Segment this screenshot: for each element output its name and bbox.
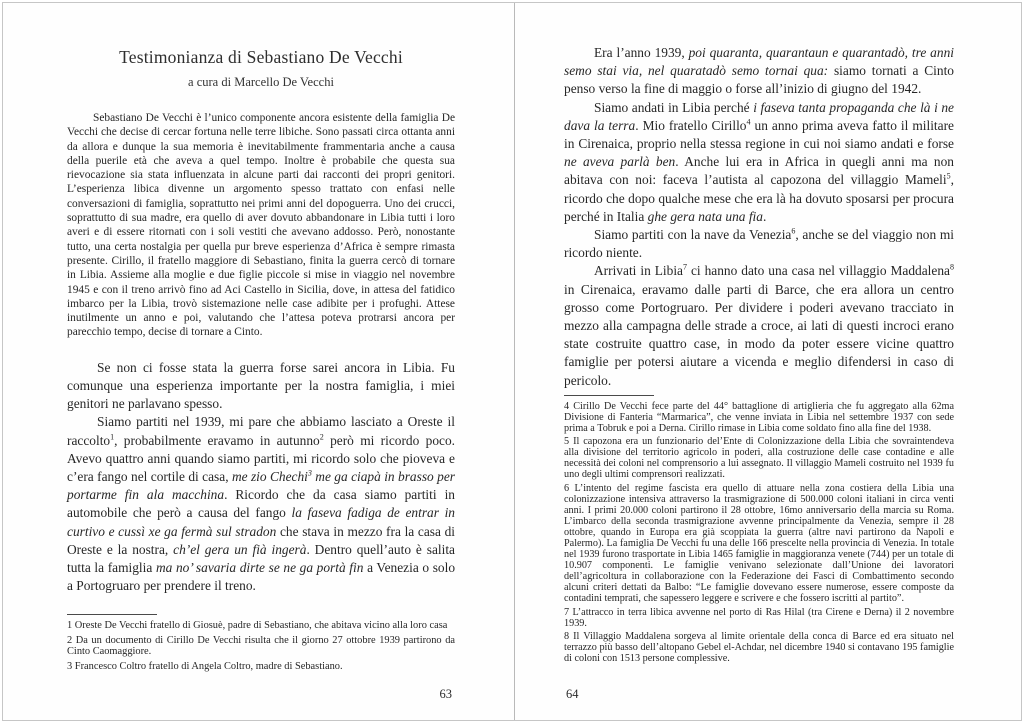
testimony-text (564, 44, 954, 390)
chapter-subtitle: a cura di Marcello De Vecchi (188, 75, 334, 89)
text-run: me zio Chechi (231, 468, 308, 484)
text-run: poi quaranta, quarantaun e quarantadò, tre anni semo stai via, nel quaratadò semo tornai qua: (564, 45, 954, 79)
footnote-list (67, 620, 455, 673)
page-left (67, 3, 455, 722)
footnote-divider (67, 614, 157, 615)
text-run: i faseva tanta propaganda che là i ne dava la terra (564, 99, 955, 133)
footnote (564, 631, 954, 664)
text-run: Siamo partiti nel 1939, mi pare che abbiamo lasciato a Oreste il raccolto (67, 414, 455, 448)
text-run: però mi ricordo poco. Avevo quattro anni quando siamo partiti, mi ricordo solo che pioveva e c’era fango nel cortile di casa, (67, 432, 455, 484)
text-run: me ga ciapà in brasso per portarme fin ala macchina (67, 468, 455, 503)
footnote-ref: 6 (791, 226, 796, 236)
text-run: , anche se del viaggio non mi ricordo niente. (564, 227, 954, 261)
text-run: Era l’anno 1939, (594, 45, 689, 60)
footnote-ref: 7 (683, 262, 688, 272)
footnote-ref: 1 (110, 432, 115, 442)
footnote (67, 635, 455, 659)
text-run: ghe gera nata una fia (647, 208, 763, 224)
footnote-ref: 8 (949, 262, 954, 272)
text-run: ci hanno dato una casa nel villaggio Maddalena (687, 263, 950, 279)
text-run: , probabilmente eravamo in autunno (114, 432, 320, 448)
text-run: Siamo partiti con la nave da Venezia (594, 227, 792, 243)
text-run: Arrivati in Libia (594, 263, 683, 279)
text-run: in Cirenaica, eravamo dalle parti di Barce, che era allora un centro grosso come Portogruaro. Per dividere i poderi avevano tracciato in mezzo alla campagna delle strade a croce, ai lati di questi incroci erano state costruite quattro case, in modo da poter essere vicine quattro famiglie per potersi aiutare a vicenda e meglio difendersi in caso di pericolo. (564, 281, 954, 388)
text-run: . (762, 208, 767, 224)
page-number: 63 (439, 687, 452, 701)
text-run: 3 Francesco Coltro fratello di Angela Coltro, madre di Sebastiano. (67, 661, 343, 673)
text-run: 6 L’intento del regime fascista era quello di attuare nella zona costiera della Libia una colonizzazione intensiva attraverso la trasmigrazione di 500.000 coloni italiani in circa venti anni. I primi 20.000 coloni partirono il 28 ottobre, 16mo anniversario della marcia su Roma. L’imbarco della seconda trasmigrazione avvenne principalmente da Venezia, sempre il 28 ottobre, quando in Europa era già scoppiata la guerra (altre navi partirono da Napoli e Palermo). La famiglia De Vecchi fu una delle 166 prescelte nella provincia di Venezia. In totale nel 1939 furono trasportate in Libia 1465 famiglie in maggioranza venete (744) per un totale di 10.907 componenti. Le famiglie venivano selezionate dall’Unione dei lavoratori dell’agricoltura in collaborazione con la Federazione dei Fasci di Combattimento secondo alcuni criteri dettati da Balbo: “Le famiglie dovevano essere numerose, essere composte da contadini temprati, che sapessero leggere e scrivere e che fossero iscritti al partito”. (564, 482, 954, 605)
text-run: un anno prima aveva fatto il militare in Cirenaica, proprio nella stessa regione in cui noi siamo andati e forse (564, 117, 955, 152)
footnote (564, 401, 954, 434)
body-paragraph (67, 413, 455, 595)
text-run: a Venezia o solo a Portogruaro per prendere il treno. (67, 559, 456, 594)
footnote-ref: 4 (746, 117, 751, 127)
body-paragraph (67, 359, 455, 414)
book-spread (2, 2, 1022, 721)
intro-section (67, 111, 455, 340)
text-run: . Dentro quell’auto è salita tutta la famiglia (67, 541, 455, 575)
text-run: 2 Da un documento di Cirillo De Vecchi risulta che il giorno 27 ottobre 1939 partirono da Cinto Caomaggiore. (67, 634, 455, 658)
footnotes-section (67, 614, 455, 676)
testimony-text (67, 359, 455, 596)
footnote (67, 620, 455, 632)
text-run: 5 Il capozona era un funzionario del’Ente di Colonizzazione della Libia che sovraintendeva alla divisione del territorio agricolo in poderi, alla costruzione delle case contadine e alle necessità dei coloni nel comprensorio a lui assegnato. Il villaggio Mameli costruito nel 1939 fu uno degli ultimi comprensori realizzati. (564, 436, 954, 481)
page-right (564, 3, 954, 722)
text-run: ma no’ savaria dirte se ne ga portà fin (155, 559, 364, 575)
body-paragraph (564, 99, 954, 226)
chapter-title: Testimonianza di Sebastiano De Vecchi (119, 47, 403, 67)
footnotes-section (564, 395, 954, 666)
footnote-ref: 3 (307, 468, 312, 478)
footnote-ref: 2 (319, 432, 324, 442)
text-run: . Anche lui era in Africa in quegli anni ma non abitava con noi: faceva l’autista al capozona del villaggio Mameli (564, 154, 954, 188)
text-run: 7 L’attracco in terra libica avvenne nel porto di Ras Hilal (tra Cirene e Derna) il 2 novembre 1939. (564, 606, 954, 629)
text-run: 1 Oreste De Vecchi fratello di Giosuè, padre di Sebastiano, che abitava vicino alla loro casa (67, 619, 448, 631)
text-run: la faseva fadiga de entrar in curtivo e cussì xe ga fermà sul stradon (67, 505, 455, 539)
footnote-list (564, 401, 954, 664)
text-run: Se non ci fosse stata la guerra forse sarei ancora in Libia. Fu comunque una esperienza importante per la nostra famiglia, i miei genitori ne parlavano spesso. (67, 359, 455, 412)
text-run: che stava in mezzo fra la casa di Oreste e la nostra, (67, 523, 456, 557)
footnote (564, 436, 954, 480)
text-run: Sebastiano De Vecchi è l’unico componente ancora esistente della famiglia De Vecchi che decise di cercar fortuna nelle terre libiche. Sono passati circa ottanta anni da allora e dunque la sua memoria è inevitabilmente frammentaria anche a causa della puerile età che aveva a quel tempo. Inoltre è probabile che questa sua rievocazione sia stata influenzata in alcune parti dai racconti dei propri genitori. L’esperienza libica divenne un argomento spesso trattato con enfasi nelle conversazioni di famiglia, soprattutto nei primi anni del dopoguerra. Uno dei crucci, soprattutto di sua madre, era quello di aver dovuto abbandonare in Libia tutti i loro averi e di essere ritornati con i soli vestiti che avevano addosso. Però, nonostante tutto, una certa nostalgia per quella pur breve esperienza d’Africa è sempre rimasta presente. Cirillo, il fratello maggiore di Sebastiano, finita la guerra cercò di tornare in Libia. Assieme alla moglie e due figlie piccole si mise in viaggio nel novembre 1945 e con il treno arrivò fino ad Aci Castello in Sicilia, dove, in attesa del fatidico imbarco per la Libia, trovò sistemazione nelle case adibite per i profughi. Attese inutilmente un anno e poi, valutando che l’attesa poteva protrarsi ancora per parecchio tempo, decise di tornare a Cinto. (67, 112, 455, 339)
footnote-ref: 5 (946, 171, 951, 181)
body-paragraph (564, 44, 954, 99)
text-run: . Ricordo che da casa siamo partiti in automobile che però a causa del fango (67, 487, 455, 521)
footnote-divider (564, 395, 654, 396)
page-number: 64 (566, 687, 579, 701)
text-run: ch’el gera un fià ingerà (173, 541, 307, 557)
text-run: 4 Cirillo De Vecchi fece parte del 44° battaglione di artiglieria che fu aggregato alla 62ma Divisione di Fanteria “Marmarica”, che venne inviata in Libia nel settembre 1937 con sede prima a Tobruk e poi a Derna. Cirillo rimase in Libia come soldato fino alla fine del 1938. (564, 400, 954, 435)
footnote (564, 483, 954, 605)
text-run: siamo tornati a Cinto penso verso la fine di maggio o forse all’inizio di giugno del 1942. (564, 63, 954, 97)
page-gutter-divider (514, 3, 515, 720)
body-paragraph (564, 226, 954, 262)
text-run: 8 Il Villaggio Maddalena sorgeva al limite orientale della conca di Barce ed era situato nel terrazzo più basso dell’altopano Gebel el-Achdar, nel dicembre 1940 si contavano 195 famiglie di coloni con 1513 persone complessive. (564, 630, 954, 664)
intro-paragraph (67, 111, 455, 340)
text-run: . Mio fratello Cirillo (635, 117, 747, 133)
footnote (564, 607, 954, 629)
body-paragraph (564, 262, 954, 389)
text-run: , ricordo che dopo qualche mese che era là ha dovuto sposarsi per procura perché in Italia (564, 172, 954, 224)
text-run: Siamo andati in Libia perché (594, 99, 754, 115)
footnote (67, 661, 455, 673)
text-run: ne aveva parlà ben (564, 154, 676, 170)
